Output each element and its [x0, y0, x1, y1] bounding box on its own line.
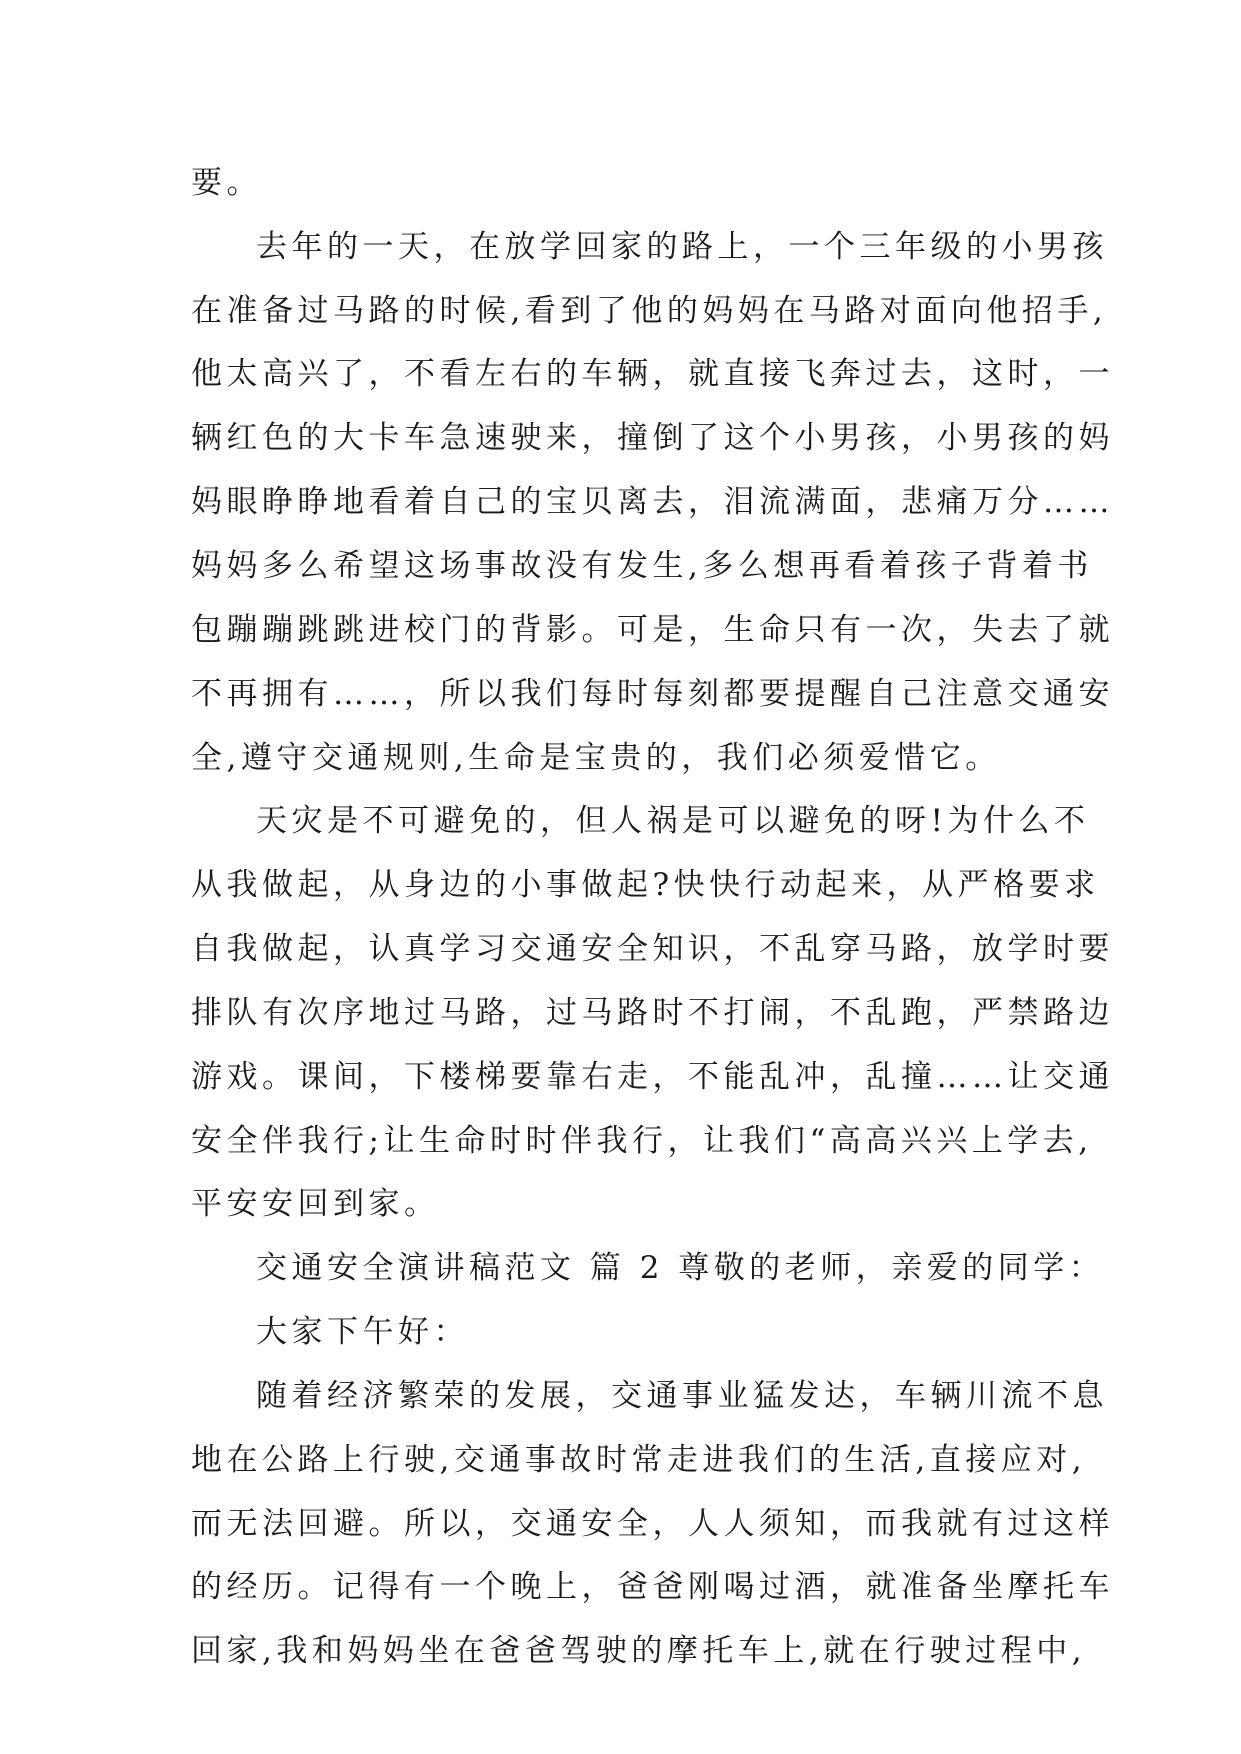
text-line: 游戏。课间，下楼梯要靠右走，不能乱冲，乱撞……让交通: [191, 1059, 1114, 1095]
text-line: 安全伴我行;让生命时时伴我行，让我们“高高兴兴上学去,: [191, 1123, 1093, 1159]
greeting-line: 大家下午好：: [256, 1314, 469, 1350]
text-line: 包蹦蹦跳跳进校门的背影。可是，生命只有一次，失去了就: [191, 612, 1114, 648]
text-line: 不再拥有……，所以我们每时每刻都要提醒自己注意交通安: [191, 676, 1114, 712]
text-line: 而无法回避。所以，交通安全，人人须知，而我就有过这样: [191, 1506, 1114, 1542]
text-line: 从我做起，从身边的小事做起?快快行动起来，从严格要求: [191, 867, 1100, 903]
text-line: 自我做起，认真学习交通安全知识，不乱穿马路，放学时要: [191, 931, 1114, 967]
text-line: 排队有次序地过马路，过马路时不打闹，不乱跑，严禁路边: [191, 995, 1114, 1031]
text-line: 妈妈多么希望这场事故没有发生,多么想再看着孩子背着书: [191, 548, 1093, 584]
text-line: 他太高兴了，不看左右的车辆，就直接飞奔过去，这时，一: [191, 356, 1114, 392]
paragraph-start: 去年的一天，在放学回家的路上，一个三年级的小男孩: [256, 229, 1108, 265]
text-line: 回家,我和妈妈坐在爸爸驾驶的摩托车上,就在行驶过程中,: [191, 1633, 1087, 1669]
text-line: 的经历。记得有一个晚上，爸爸刚喝过酒，就准备坐摩托车: [191, 1569, 1114, 1605]
text-line: 地在公路上行驶,交通事故时常走进我们的生活,直接应对,: [191, 1442, 1087, 1478]
paragraph-start: 天灾是不可避免的，但人祸是可以避免的呀!为什么不: [256, 803, 1090, 839]
text-line: 全,遵守交通规则,生命是宝贵的，我们必须爱惜它。: [191, 740, 1001, 776]
text-line: 在准备过马路的时候,看到了他的妈妈在马路对面向他招手,: [191, 293, 1108, 329]
text-line: 要。: [191, 165, 262, 201]
paragraph-start: 随着经济繁荣的发展，交通事业猛发达，车辆川流不息: [256, 1378, 1108, 1414]
text-line: 妈眼睁睁地看着自己的宝贝离去，泪流满面，悲痛万分……: [191, 484, 1114, 520]
text-line: 辆红色的大卡车急速驶来，撞倒了这个小男孩，小男孩的妈: [191, 420, 1114, 456]
section-heading: 交通安全演讲稿范文 篇 2 尊敬的老师，亲爱的同学：: [256, 1250, 1105, 1286]
text-line: 平安安回到家。: [191, 1186, 440, 1222]
